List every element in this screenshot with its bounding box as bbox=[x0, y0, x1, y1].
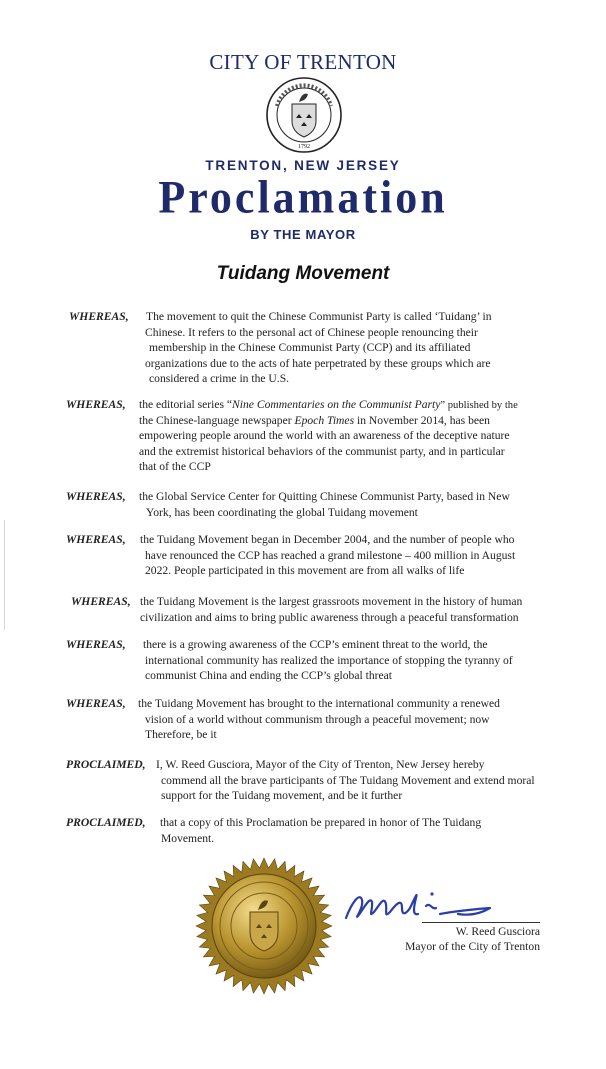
clause-first-line: the Tuidang Movement is the largest grassroots movement in the history of human bbox=[140, 595, 523, 608]
city-title: CITY OF TRENTON bbox=[209, 50, 397, 74]
clause-line: support for the Tuidang movement, and be it further bbox=[161, 789, 403, 802]
gold-seal-icon bbox=[194, 856, 334, 996]
whereas-clause-3 bbox=[66, 489, 541, 523]
clause-text: the Chinese-language newspaper bbox=[139, 413, 295, 427]
publication-title: Nine Commentaries on the Communist Party bbox=[232, 398, 441, 411]
clause-first-line: that a copy of this Proclamation be prepared in honor of The Tuidang bbox=[160, 816, 482, 829]
clause-line: considered a crime in the U.S. bbox=[149, 372, 290, 385]
whereas-clause-7 bbox=[66, 696, 541, 746]
mayor-name: W. Reed Gusciora bbox=[455, 925, 540, 938]
clause-line: 2022. People participated in this movement are from all walks of life bbox=[145, 564, 465, 577]
clause-label: WHEREAS, bbox=[66, 638, 126, 651]
clause-first-line: I, W. Reed Gusciora, Mayor of the City of Trenton, New Jersey hereby bbox=[156, 758, 485, 771]
seal-year: 1792 bbox=[298, 144, 310, 150]
clause-first-line: there is a growing awareness of the CCP’s eminent threat to the world, the bbox=[143, 638, 488, 651]
clause-line: civilization and aims to bring public awareness through a peaceful transformation bbox=[140, 610, 519, 624]
clause-label: WHEREAS, bbox=[66, 533, 126, 546]
clause-label: WHEREAS, bbox=[66, 398, 126, 411]
clause-text: in November 2014, has been bbox=[354, 413, 490, 427]
clause-line: York, has been coordinating the global Tuidang movement bbox=[146, 505, 418, 519]
clause-first-line: The movement to quit the Chinese Communist Party is called ‘Tuidang’ in bbox=[146, 310, 492, 323]
clause-first-line: the Global Service Center for Quitting Chinese Communist Party, based in New bbox=[139, 490, 510, 503]
clause-line: organizations due to the acts of hate perpetrated by these groups which are bbox=[145, 356, 491, 370]
newspaper-name: Epoch Times bbox=[294, 413, 355, 427]
clause-label: PROCLAIMED, bbox=[66, 758, 146, 771]
clause-label: WHEREAS, bbox=[66, 697, 126, 710]
signature-line bbox=[422, 922, 540, 923]
clause-line: communist China and ending the CCP’s global threat bbox=[145, 669, 392, 682]
mayor-title: Mayor of the City of Trenton bbox=[405, 940, 540, 953]
clause-line: empowering people around the world with an awareness of the deceptive nature bbox=[139, 429, 510, 442]
clause-line: that of the CCP bbox=[139, 460, 211, 473]
proclaimed-clause-1 bbox=[66, 757, 541, 807]
page-edge-line bbox=[4, 520, 5, 630]
clause-line: Chinese. It refers to the personal act of Chinese people renouncing their bbox=[145, 325, 478, 339]
clause-label: PROCLAIMED, bbox=[66, 816, 146, 829]
location-subtitle: TRENTON, NEW JERSEY bbox=[205, 158, 401, 173]
whereas-clause-1 bbox=[69, 309, 539, 389]
proclaimed-clause-2 bbox=[66, 815, 541, 849]
proclamation-heading: Proclamation bbox=[158, 171, 448, 224]
whereas-clause-2 bbox=[66, 397, 541, 477]
clause-line: have renounced the CCP has reached a grand milestone – 400 million in August bbox=[145, 548, 516, 562]
by-the-mayor: BY THE MAYOR bbox=[250, 227, 356, 242]
clause-line: and the extremist historical behaviors of the communist party, and in particular bbox=[139, 444, 505, 458]
clause-line: membership in the Chinese Communist Party (CCP) and its affiliated bbox=[149, 341, 471, 354]
whereas-clause-4 bbox=[66, 532, 541, 582]
clause-line: international community has realized the importance of stopping the tyranny of bbox=[145, 653, 513, 667]
clause-label: WHEREAS, bbox=[66, 490, 126, 503]
whereas-clause-5 bbox=[71, 594, 541, 628]
clause-line: Therefore, be it bbox=[145, 728, 217, 741]
clause-label: WHEREAS, bbox=[71, 595, 131, 608]
city-seal-icon bbox=[265, 76, 343, 154]
clause-line: vision of a world without communism through a peaceful movement; now bbox=[145, 712, 490, 726]
clause-line: commend all the brave participants of The Tuidang Movement and extend moral bbox=[161, 773, 535, 787]
whereas-clause-6 bbox=[66, 637, 541, 687]
document-title: Tuidang Movement bbox=[216, 263, 390, 284]
clause-first-line: the Tuidang Movement began in December 2004, and the number of people who bbox=[140, 533, 515, 546]
clause-text: ” published by the bbox=[440, 400, 518, 411]
clause-line: Movement. bbox=[161, 831, 215, 845]
clause-first-line: the Tuidang Movement has brought to the international community a renewed bbox=[138, 697, 500, 710]
clause-label: WHEREAS, bbox=[69, 310, 129, 323]
clause-text: the editorial series “ bbox=[139, 398, 233, 411]
